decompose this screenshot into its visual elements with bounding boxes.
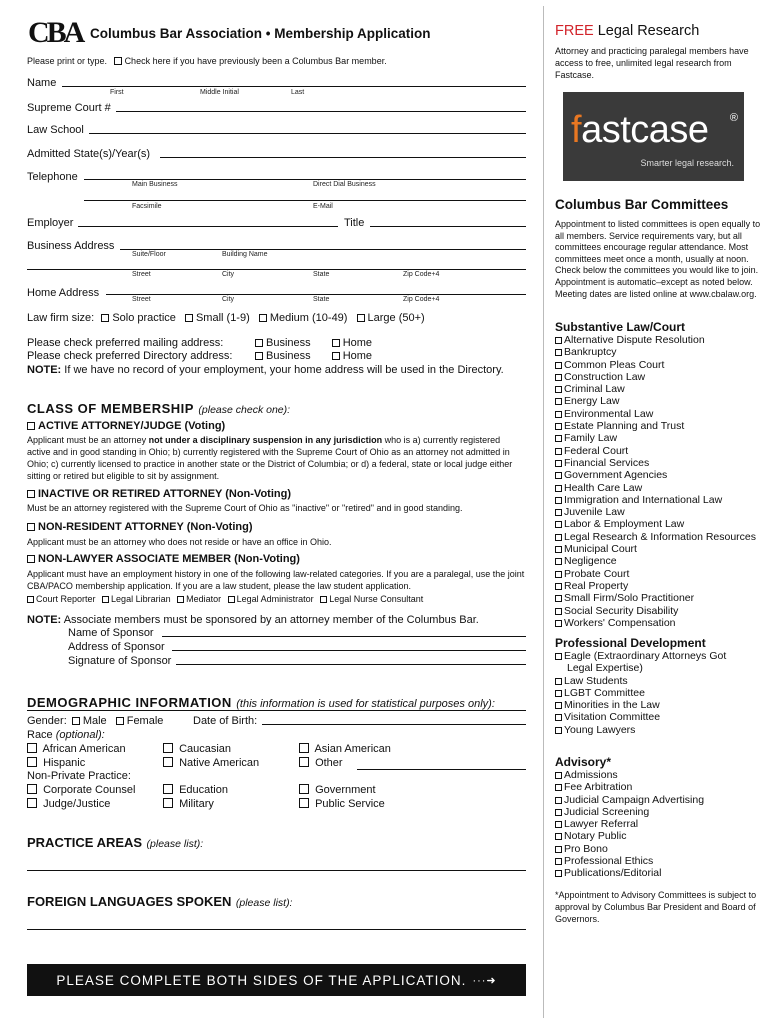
dob-input[interactable]	[262, 724, 526, 725]
committee-label: Negligence	[564, 555, 617, 568]
active-checkbox[interactable]	[27, 422, 35, 430]
business-address-input[interactable]	[120, 249, 526, 250]
admitted-label: Admitted State(s)/Year(s)	[27, 148, 151, 160]
home-city-hint: City	[222, 296, 235, 303]
demographic-heading: DEMOGRAPHIC INFORMATION	[27, 695, 232, 710]
female-label: Female	[126, 715, 164, 727]
committee-checkbox[interactable]	[555, 362, 562, 369]
committee-item[interactable]	[555, 699, 726, 711]
advisory-note: *Appointment to Advisory Committees is subject to approval by Columbus Bar President and Board of Governors.	[555, 890, 757, 924]
court-reporter-checkbox[interactable]	[27, 596, 34, 603]
committee-label: Social Security Disability	[564, 604, 679, 617]
professional-heading: Professional Development	[555, 636, 706, 650]
firm-size-label: Law firm size:	[27, 312, 95, 324]
supreme-court-label: Supreme Court #	[27, 102, 111, 114]
small-checkbox[interactable]	[185, 314, 193, 322]
committee-checkbox[interactable]	[555, 833, 562, 840]
committee-label: Environmental Law	[564, 407, 654, 420]
title-input[interactable]	[370, 226, 526, 227]
native-american-checkbox[interactable]	[163, 757, 173, 767]
firm-size-row	[27, 312, 425, 324]
education-checkbox[interactable]	[163, 784, 173, 794]
committee-label: Juvenile Law	[564, 506, 625, 519]
committee-item[interactable]	[555, 724, 726, 736]
home-street-hint: Street	[132, 296, 151, 303]
active-title: ACTIVE ATTORNEY/JUDGE (Voting)	[38, 420, 226, 432]
org-title: Columbus Bar Association	[90, 26, 263, 41]
committee-checkbox[interactable]	[555, 858, 562, 865]
committee-item[interactable]	[555, 867, 704, 879]
nonresident-checkbox[interactable]	[27, 523, 35, 531]
committee-item[interactable]	[555, 432, 756, 444]
building-hint: Building Name	[222, 251, 268, 258]
home-state-hint: State	[313, 296, 330, 303]
committee-label: LGBT Committee	[564, 686, 645, 699]
directory-business-checkbox[interactable]	[255, 352, 263, 360]
committee-checkbox[interactable]	[555, 497, 562, 504]
committee-label: Admissions	[564, 769, 618, 781]
asian-american-checkbox[interactable]	[299, 743, 309, 753]
mailing-home-checkbox[interactable]	[332, 339, 340, 347]
business-address-label: Business Address	[27, 240, 115, 252]
military-checkbox[interactable]	[163, 798, 173, 808]
committee-item[interactable]	[555, 781, 704, 793]
committee-item[interactable]	[555, 359, 756, 371]
committee-item[interactable]	[555, 662, 726, 674]
nonlawyer-title: NON-LAWYER ASSOCIATE MEMBER (Non-Voting)	[38, 553, 300, 565]
fax-email-input[interactable]	[84, 200, 526, 201]
previous-member-checkbox[interactable]	[114, 57, 122, 65]
directory-business-label: Business	[266, 350, 311, 362]
fastcase-logo: fastcase ® Smarter legal research.	[563, 92, 744, 181]
committee-checkbox[interactable]	[555, 702, 562, 709]
native-american-label: Native American	[179, 757, 260, 769]
committee-checkbox[interactable]	[555, 485, 562, 492]
committee-checkbox[interactable]	[555, 727, 562, 734]
nonlawyer-checkbox[interactable]	[27, 555, 35, 563]
sponsor-address-input[interactable]	[172, 650, 526, 651]
committee-label: Publications/Editorial	[564, 867, 662, 880]
cba-logo: CBA	[28, 16, 83, 49]
education-label: Education	[179, 784, 228, 796]
business-street-input[interactable]	[27, 269, 526, 270]
committee-label: Construction Law	[564, 370, 646, 383]
committee-label: Small Firm/Solo Practitioner	[564, 592, 695, 605]
committee-checkbox[interactable]	[555, 546, 562, 553]
committee-label: Family Law	[564, 432, 618, 445]
mailing-pref-label: Please check preferred mailing address:	[27, 337, 224, 349]
languages-heading: FOREIGN LANGUAGES SPOKEN	[27, 894, 232, 909]
committee-item[interactable]	[555, 605, 756, 617]
small-label: Small (1-9)	[195, 312, 250, 324]
committee-label: Real Property	[564, 579, 629, 592]
direct-dial-hint: Direct Dial Business	[313, 181, 376, 188]
committee-item[interactable]	[555, 711, 726, 723]
last-name-hint: Last	[291, 89, 305, 96]
committee-checkbox[interactable]	[555, 608, 562, 615]
committee-label: Notary Public	[564, 830, 627, 843]
committee-label: Government Agencies	[564, 469, 668, 482]
city-hint: City	[222, 271, 235, 278]
male-checkbox[interactable]	[72, 717, 80, 725]
public-service-label: Public Service	[315, 798, 385, 810]
mailing-home-label: Home	[342, 337, 373, 349]
fastcase-tagline: Smarter legal research.	[640, 158, 734, 168]
committee-checkbox[interactable]	[555, 411, 562, 418]
committee-checkbox[interactable]	[555, 349, 562, 356]
medium-checkbox[interactable]	[259, 314, 267, 322]
committee-checkbox[interactable]	[555, 595, 562, 602]
committee-item[interactable]	[555, 843, 704, 855]
mailing-business-label: Business	[266, 337, 311, 349]
professional-list	[555, 650, 726, 736]
substantive-list	[555, 334, 756, 629]
committee-checkbox[interactable]	[555, 846, 562, 853]
medium-label: Medium (10-49)	[269, 312, 348, 324]
gender-label: Gender:	[27, 715, 67, 727]
practice-heading-row	[27, 834, 203, 852]
nonlawyer-description: Applicant must have an employment history in one of the following law-related categories. If you are a paralegal, use the joint CBA/PACO membership application. If you are a law student, please the law student application.	[27, 569, 525, 591]
solo-label: Solo practice	[112, 312, 176, 324]
caucasian-checkbox[interactable]	[163, 743, 173, 753]
committee-checkbox[interactable]	[555, 714, 562, 721]
committee-checkbox[interactable]	[555, 784, 562, 791]
directory-pref-label: Please check preferred Directory address:	[27, 350, 233, 362]
main-business-hint: Main Business	[132, 181, 178, 188]
home-address-label: Home Address	[27, 287, 100, 299]
law-school-input[interactable]	[89, 133, 526, 134]
committee-item[interactable]	[555, 346, 756, 358]
name-label: Name	[27, 77, 57, 89]
other-race-label: Other	[315, 757, 343, 769]
committee-label: Fee Arbitration	[564, 781, 633, 794]
middle-initial-hint: Middle Initial	[200, 89, 239, 96]
languages-hint: (please list):	[235, 897, 293, 909]
committee-label: Professional Ethics	[564, 855, 654, 868]
committee-checkbox[interactable]	[555, 809, 562, 816]
form-title: • Membership Application	[265, 26, 431, 41]
practice-heading: PRACTICE AREAS	[27, 835, 143, 850]
committee-label: Minorities in the Law	[564, 699, 660, 712]
public-service-checkbox[interactable]	[299, 798, 309, 808]
committee-label: Criminal Law	[564, 383, 625, 396]
mediator-checkbox[interactable]	[177, 596, 184, 603]
demographic-hint: (this information is used for statistical purposes only):	[236, 698, 495, 710]
committee-checkbox[interactable]	[555, 435, 562, 442]
home-zip-hint: Zip Code+4	[403, 296, 440, 303]
committee-item[interactable]	[555, 506, 756, 518]
registered-icon: ®	[729, 112, 738, 124]
committee-checkbox[interactable]	[555, 620, 562, 627]
judge-justice-label: Judge/Justice	[43, 798, 111, 810]
committee-item[interactable]	[555, 675, 726, 687]
legal-nurse-checkbox[interactable]	[320, 596, 327, 603]
active-description: Applicant must be an attorney not under a disciplinary suspension in any jurisdiction who is a) currently registered active and in good standing in Ohio; b) currently registered with the Supreme Court of Ohio as an attorney not admitted in Ohio; c) currently licensed to practice in another state or the District of Columbia; or d) a federal, state or local judge either sitting or retired but eligible to sit by assignment.	[27, 435, 513, 481]
nonprivate-label: Non-Private Practice:	[27, 770, 131, 782]
committee-label: Judicial Campaign Advertising	[564, 793, 705, 806]
committee-label: Financial Services	[564, 456, 650, 469]
nonlawyer-categories: Court Reporter Legal Librarian Mediator Legal Administrator Legal Nurse Consultant	[27, 594, 423, 604]
class-heading-row	[27, 400, 290, 418]
state-hint: State	[313, 271, 330, 278]
committee-item[interactable]	[555, 420, 756, 432]
solo-checkbox[interactable]	[101, 314, 109, 322]
committee-item[interactable]	[555, 687, 726, 699]
female-checkbox[interactable]	[116, 717, 124, 725]
sponsor-address-label: Address of Sponsor	[68, 641, 165, 653]
committee-item[interactable]	[555, 568, 756, 580]
name-input[interactable]	[62, 86, 526, 87]
advisory-heading: Advisory*	[555, 755, 612, 769]
committee-item[interactable]	[555, 334, 756, 346]
large-checkbox[interactable]	[357, 314, 365, 322]
languages-input-1[interactable]	[27, 929, 526, 930]
committee-checkbox[interactable]	[555, 583, 562, 590]
government-checkbox[interactable]	[299, 784, 309, 794]
committee-label: Labor & Employment Law	[564, 518, 685, 531]
class-heading: CLASS OF MEMBERSHIP	[27, 401, 194, 416]
male-label: Male	[82, 715, 107, 727]
committee-item[interactable]	[555, 395, 756, 407]
other-race-input[interactable]	[357, 769, 526, 770]
sponsor-name-input[interactable]	[162, 636, 526, 637]
column-divider	[543, 6, 544, 1018]
telephone-input[interactable]	[84, 179, 526, 180]
committee-checkbox[interactable]	[555, 571, 562, 578]
facsimile-hint: Facsimile	[132, 203, 162, 210]
committee-label: Eagle (Extraordinary Attorneys Got	[564, 650, 727, 662]
committee-item[interactable]	[555, 855, 704, 867]
african-american-label: African American	[42, 743, 126, 755]
committee-label: Legal Expertise)	[567, 662, 643, 675]
committee-label: Health Care Law	[564, 481, 643, 494]
employer-input[interactable]	[78, 226, 338, 227]
committees-heading: Columbus Bar Committees	[555, 197, 729, 212]
committee-label: Legal Research & Information Resources	[564, 530, 757, 543]
previous-member-label: Check here if you have previously been a Columbus Bar member.	[124, 56, 387, 66]
race-label: Race	[27, 729, 53, 741]
hispanic-label: Hispanic	[43, 757, 86, 769]
first-name-hint: First	[110, 89, 124, 96]
committee-label: Alternative Dispute Resolution	[564, 334, 705, 346]
committee-item[interactable]	[555, 383, 756, 395]
arrow-right-icon: ···➜	[472, 974, 497, 987]
committee-item[interactable]	[555, 794, 704, 806]
committee-label: Workers' Compensation	[564, 616, 676, 629]
committee-label: Bankruptcy	[564, 346, 617, 359]
home-address-input[interactable]	[106, 294, 526, 295]
corporate-counsel-label: Corporate Counsel	[43, 784, 136, 796]
committee-checkbox[interactable]	[555, 386, 562, 393]
committee-checkbox[interactable]	[555, 772, 562, 779]
committee-label: Visitation Committee	[564, 711, 661, 724]
committee-item[interactable]	[555, 555, 756, 567]
employer-label: Employer	[27, 217, 74, 229]
sponsor-name-label: Name of Sponsor	[68, 627, 154, 639]
legal-research-heading: FREE Legal Research	[555, 23, 700, 39]
committee-item[interactable]	[555, 580, 756, 592]
legal-administrator-checkbox[interactable]	[228, 596, 235, 603]
committee-checkbox[interactable]	[555, 678, 562, 685]
suite-hint: Suite/Floor	[132, 251, 166, 258]
committee-label: Lawyer Referral	[564, 818, 639, 831]
committee-label: Federal Court	[564, 444, 629, 457]
committee-checkbox[interactable]	[555, 534, 562, 541]
practice-input-1[interactable]	[27, 870, 526, 871]
nonresident-description: Applicant must be an attorney who does not reside or have an office in Ohio.	[27, 537, 332, 547]
committee-checkbox[interactable]	[555, 870, 562, 877]
committee-item[interactable]	[555, 371, 756, 383]
committee-item[interactable]	[555, 818, 704, 830]
demographic-heading-rule	[27, 710, 526, 711]
title-label: Title	[344, 217, 365, 229]
class-hint: (please check one):	[198, 404, 291, 416]
committee-item[interactable]	[555, 592, 756, 604]
supreme-court-input[interactable]	[116, 111, 526, 112]
complete-both-sides-banner: PLEASE COMPLETE BOTH SIDES OF THE APPLICATION. ···➜	[27, 964, 526, 996]
other-race-checkbox[interactable]	[299, 757, 309, 767]
committee-checkbox[interactable]	[555, 472, 562, 479]
nonresident-title: NON-RESIDENT ATTORNEY (Non-Voting)	[38, 521, 253, 533]
race-optional: (optional):	[55, 729, 105, 741]
inactive-description: Must be an attorney registered with the Supreme Court of Ohio as "inactive" or "retired" and in good standing.	[27, 503, 463, 513]
committee-item[interactable]	[555, 830, 704, 842]
committee-item[interactable]	[555, 650, 726, 662]
committee-checkbox[interactable]	[555, 521, 562, 528]
large-label: Large (50+)	[367, 312, 425, 324]
committee-item[interactable]	[555, 543, 756, 555]
committee-checkbox[interactable]	[555, 509, 562, 516]
committee-checkbox[interactable]	[555, 821, 562, 828]
dob-label: Date of Birth:	[193, 715, 258, 727]
committee-checkbox[interactable]	[555, 337, 562, 344]
committee-label: Common Pleas Court	[564, 358, 665, 371]
sponsor-signature-input[interactable]	[176, 664, 526, 665]
committee-label: Immigration and International Law	[564, 493, 723, 506]
committee-item[interactable]	[555, 445, 756, 457]
address-note: NOTE: If we have no record of your employment, your home address will be used in the Directory.	[27, 364, 504, 376]
committee-checkbox[interactable]	[555, 797, 562, 804]
committee-checkbox[interactable]	[555, 398, 562, 405]
committee-item[interactable]	[555, 518, 756, 530]
committee-item[interactable]	[555, 408, 756, 420]
committee-label: Pro Bono	[564, 842, 608, 855]
government-label: Government	[315, 784, 376, 796]
law-school-label: Law School	[27, 124, 84, 136]
african-american-checkbox[interactable]	[27, 743, 37, 753]
sponsor-note: NOTE: Associate members must be sponsored by an attorney member of the Columbus Bar.	[27, 614, 479, 626]
legal-librarian-checkbox[interactable]	[102, 596, 109, 603]
committee-label: Judicial Screening	[564, 805, 650, 818]
telephone-label: Telephone	[27, 171, 78, 183]
committee-checkbox[interactable]	[555, 558, 562, 565]
committee-item[interactable]	[555, 806, 704, 818]
zip-hint: Zip Code+4	[403, 271, 440, 278]
corporate-counsel-checkbox[interactable]	[27, 784, 37, 794]
committee-label: Law Students	[564, 674, 628, 687]
committee-checkbox[interactable]	[555, 653, 562, 660]
committee-item[interactable]	[555, 482, 756, 494]
committee-checkbox[interactable]	[555, 374, 562, 381]
hispanic-checkbox[interactable]	[27, 757, 37, 767]
committees-text: Appointment to listed committees is open equally to all members. Service requirements vary, but all committees encourage regular attendance. Most committees meet once a month, usually at noon. Check below the committees you would like to join. Appointment is automatic–except as noted below. Meeting dates are listed online at www.cbalaw.org.	[555, 219, 761, 299]
admitted-input[interactable]	[160, 157, 526, 158]
directory-home-checkbox[interactable]	[332, 352, 340, 360]
committee-label: Probate Court	[564, 567, 630, 580]
committee-checkbox[interactable]	[555, 423, 562, 430]
committee-checkbox[interactable]	[555, 448, 562, 455]
legal-research-text: Attorney and practicing paralegal members have access to free, unlimited legal research from Fastcase.	[555, 46, 749, 80]
committee-item[interactable]	[555, 469, 756, 481]
committee-checkbox[interactable]	[555, 460, 562, 467]
committee-item[interactable]	[555, 457, 756, 469]
asian-american-label: Asian American	[314, 743, 391, 755]
committee-item[interactable]	[555, 531, 756, 543]
email-hint: E-Mail	[313, 203, 333, 210]
advisory-list	[555, 769, 704, 880]
sponsor-signature-label: Signature of Sponsor	[68, 655, 172, 667]
committee-label: Estate Planning and Trust	[564, 420, 685, 433]
committee-label: Energy Law	[564, 395, 620, 408]
print-instructions: Please print or type.	[27, 56, 108, 66]
committee-item[interactable]	[555, 617, 756, 629]
street-hint: Street	[132, 271, 151, 278]
substantive-heading: Substantive Law/Court	[555, 320, 686, 334]
mailing-business-checkbox[interactable]	[255, 339, 263, 347]
languages-heading-row	[27, 893, 292, 911]
committee-item[interactable]	[555, 494, 756, 506]
free-label: FREE	[555, 23, 594, 39]
committee-checkbox[interactable]	[555, 690, 562, 697]
committee-label: Young Lawyers	[564, 723, 636, 736]
committee-label: Municipal Court	[564, 543, 637, 556]
directory-home-label: Home	[342, 350, 373, 362]
military-label: Military	[179, 798, 214, 810]
inactive-title: INACTIVE OR RETIRED ATTORNEY (Non-Voting)	[38, 488, 291, 500]
practice-hint: (please list):	[146, 838, 204, 850]
caucasian-label: Caucasian	[179, 743, 232, 755]
judge-justice-checkbox[interactable]	[27, 798, 37, 808]
committee-item[interactable]	[555, 769, 704, 781]
inactive-checkbox[interactable]	[27, 490, 35, 498]
